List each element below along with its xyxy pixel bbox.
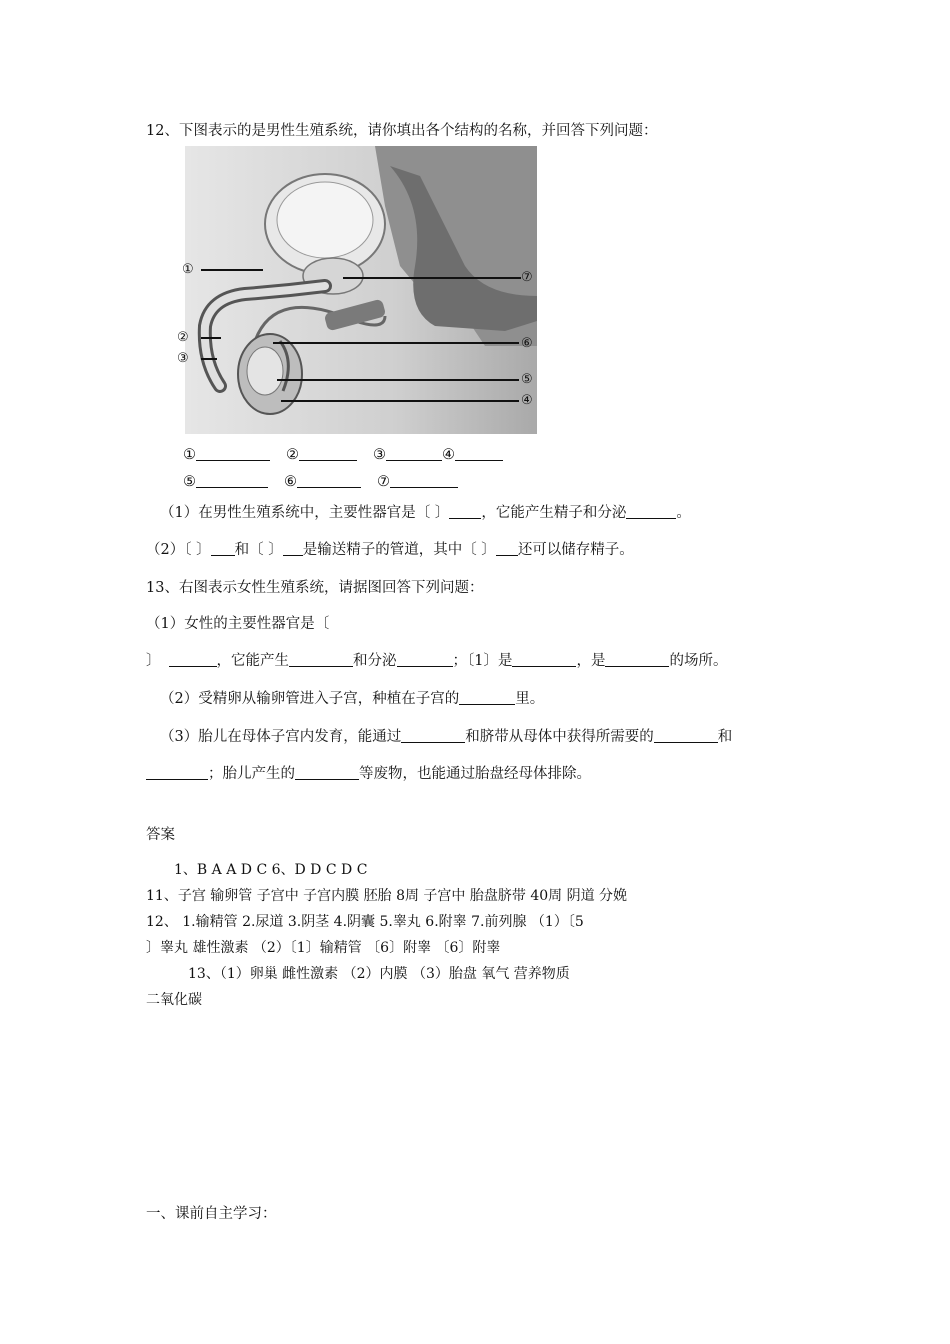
- fill-label-6: ⑥: [284, 474, 297, 490]
- marker-6: ⑥: [521, 336, 533, 351]
- q13-sub2-blank[interactable]: [459, 690, 515, 705]
- q12-sub1-text-a: （1）在男性生殖系统中，主要性器官是〔 〕: [160, 505, 450, 521]
- blank-4[interactable]: [455, 446, 503, 461]
- answers-line-5: 13、（1）卵巢 雌性激素 （2）内膜 （3）胎盘 氧气 营养物质: [188, 966, 570, 982]
- answers-line-3: 12、 1.输精管 2.尿道 3.阴茎 4.阴囊 5.睾丸 6.附睾 7.前列腺 （1）〔5: [146, 914, 584, 930]
- q13-sub3-line2: [146, 764, 591, 784]
- marker-2: ②: [177, 330, 189, 345]
- blank-2[interactable]: [299, 446, 357, 461]
- blank-3[interactable]: [386, 446, 442, 461]
- male-reproductive-diagram: [177, 146, 537, 434]
- q13-sub3-blank-c[interactable]: [146, 765, 208, 780]
- q12-title: 12、下图表示的是男性生殖系统，请你填出各个结构的名称，并回答下列问题：: [146, 123, 658, 139]
- answers-line-6: 二氧化碳: [146, 992, 202, 1008]
- marker-1: ①: [182, 262, 194, 277]
- q13-sub2-text-a: （2）受精卵从输卵管进入子宫，种植在子宫的: [160, 691, 460, 707]
- q13-sub1-blank-d[interactable]: [512, 652, 576, 667]
- marker-7: ⑦: [521, 270, 533, 285]
- fill-label-7: ⑦: [377, 474, 390, 490]
- q12-sub2-blank-a[interactable]: [211, 541, 235, 556]
- q12-sub2-text-d: 还可以储存精子。: [517, 542, 634, 558]
- answers-line-2: 11、子宫 输卵管 子宫中 子宫内膜 胚胎 8周 子宫中 胎盘脐带 40周 阴道 分娩: [146, 888, 628, 904]
- blank-5[interactable]: [196, 473, 268, 488]
- blank-1[interactable]: [196, 446, 270, 461]
- blank-6[interactable]: [297, 473, 361, 488]
- q13-sub3-line1: [160, 727, 732, 747]
- q13-title: 13、右图表示女性生殖系统，请据图回答下列问题：: [146, 580, 484, 596]
- fill-label-5: ⑤: [183, 474, 196, 490]
- q12-sub2-text-c: 是输送精子的管道，其中〔 〕: [302, 542, 496, 558]
- q13-sub1-line2: [146, 651, 727, 671]
- fill-label-3: ③: [373, 447, 386, 463]
- q13-sub1-line1: （1）女性的主要性器官是〔: [146, 616, 330, 632]
- q13-sub3-blank-a[interactable]: [401, 728, 465, 743]
- q13-sub3-text-c: 和: [717, 729, 733, 745]
- q12-sub1-text-b: ，它能产生精子和分泌: [481, 505, 627, 521]
- q13-sub1-text-d: ；〔1〕是: [452, 653, 513, 669]
- answers-heading: 答案: [146, 827, 175, 843]
- marker-3: ③: [177, 351, 189, 366]
- q13-sub3-text-e: 等废物，也能通过胎盘经母体排除。: [359, 766, 591, 782]
- q13-sub2: [160, 689, 544, 709]
- q13-sub1-text-a: 〕: [146, 653, 161, 669]
- q13-sub3-text-b: 和脐带从母体中获得所需要的: [465, 729, 654, 745]
- q12-sub2: [146, 540, 634, 560]
- q12-sub2-text-b: 和〔 〕: [234, 542, 283, 558]
- q13-sub1-text-f: 的场所。: [669, 653, 728, 669]
- q12-sub1-blank-a[interactable]: [449, 504, 481, 519]
- q13-sub3-text-a: （3）胎儿在母体子宫内发育，能通过: [160, 729, 402, 745]
- q13-sub1-blank-e[interactable]: [605, 652, 669, 667]
- blank-7[interactable]: [390, 473, 458, 488]
- q13-sub3-text-d: ；胎儿产生的: [208, 766, 295, 782]
- marker-5: ⑤: [521, 372, 533, 387]
- q12-sub2-text-a: （2）〔 〕: [146, 542, 211, 558]
- q12-sub2-blank-c[interactable]: [496, 541, 518, 556]
- q13-sub1-blank-b[interactable]: [289, 652, 353, 667]
- fill-row-1: [183, 445, 503, 465]
- answers-line-4: 〕睾丸 雄性激素 （2）〔1〕输精管 〔6〕附睾 〔6〕附睾: [146, 940, 501, 956]
- q13-sub2-text-b: 里。: [515, 691, 545, 707]
- q13-sub3-blank-d[interactable]: [295, 765, 359, 780]
- fill-label-4: ④: [442, 447, 455, 463]
- fill-label-2: ②: [286, 447, 299, 463]
- q13-sub1-blank-a[interactable]: [169, 652, 217, 667]
- q13-sub1-blank-c[interactable]: [397, 652, 453, 667]
- q13-sub1-text-e: ，是: [576, 653, 606, 669]
- q13-sub3-blank-b[interactable]: [654, 728, 718, 743]
- q12-sub1: [160, 503, 691, 523]
- fill-label-1: ①: [183, 447, 196, 463]
- answers-line-1: 1、B A A D C 6、D D C D C: [174, 862, 368, 878]
- q12-sub1-text-c: 。: [676, 505, 691, 521]
- fill-row-2: [183, 472, 458, 492]
- q12-sub1-blank-b[interactable]: [626, 504, 676, 519]
- marker-4: ④: [521, 393, 533, 408]
- q13-sub1-text-c: 和分泌: [353, 653, 397, 669]
- q12-sub2-blank-b[interactable]: [283, 541, 303, 556]
- section-title: 一、课前自主学习：: [146, 1206, 277, 1222]
- q13-sub1-text-b: ，它能产生: [216, 653, 289, 669]
